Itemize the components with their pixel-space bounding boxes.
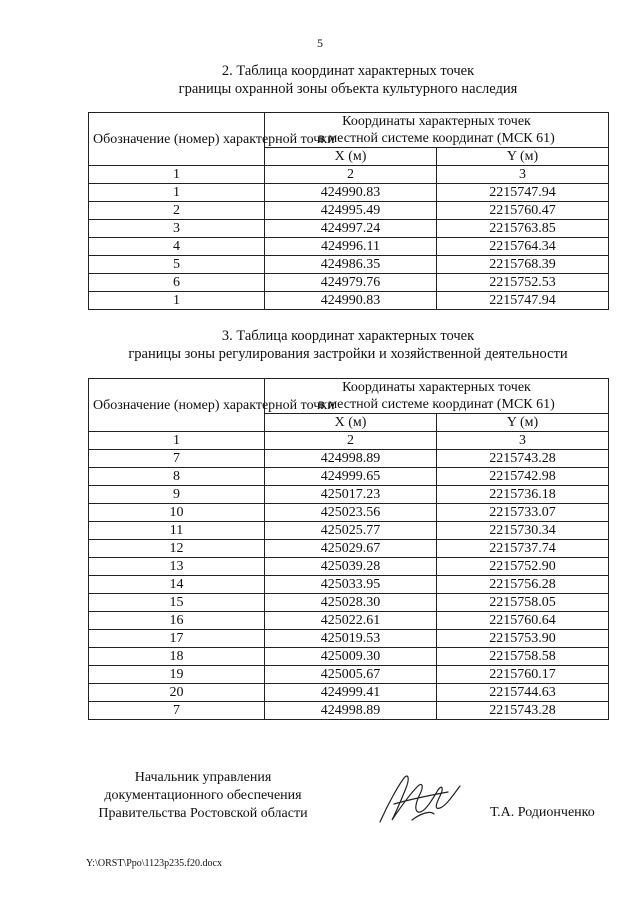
table1-y-coordinate: 2215764.34 xyxy=(437,238,609,256)
table2-y-coordinate: 2215753.90 xyxy=(437,630,609,648)
table2-row xyxy=(89,702,609,720)
table2-y-coordinate: 2215758.58 xyxy=(437,648,609,666)
signatory-position-line1: Начальник управления xyxy=(134,770,272,785)
table2-index-cell: 3 xyxy=(437,432,609,450)
table1-index-cell: 3 xyxy=(437,166,609,184)
table2-title-line1: 3. Таблица координат характерных точек xyxy=(221,328,475,344)
table2-y-coordinate: 2215730.34 xyxy=(437,522,609,540)
table1-index-cell: 1 xyxy=(89,166,265,184)
table2-y-coordinate: 2215736.18 xyxy=(437,486,609,504)
table2-row xyxy=(89,540,609,558)
table2-x-coordinate: 424999.65 xyxy=(265,468,437,486)
table2-title-line2: границы зоны регулирования застройки и хозяйственной деятельности xyxy=(128,346,568,362)
signatory-position-line2: документационного обеспечения xyxy=(104,788,302,803)
table2-index-cell: 1 xyxy=(89,432,265,450)
table2-x-coordinate: 425025.77 xyxy=(265,522,437,540)
table1-y-coordinate: 2215763.85 xyxy=(437,220,609,238)
table1-x-coordinate: 424990.83 xyxy=(265,292,437,310)
table2-point-number: 11 xyxy=(89,522,265,540)
table2-row xyxy=(89,648,609,666)
table2-y-coordinate: 2215733.07 xyxy=(437,504,609,522)
table2-row xyxy=(89,504,609,522)
table2-header-point: Обозначение (номер) характерной точки xyxy=(89,379,265,432)
table2-x-coordinate: 424999.41 xyxy=(265,684,437,702)
table2-point-number: 17 xyxy=(89,630,265,648)
table1-header-x: X (м) xyxy=(265,148,437,166)
table1-x-coordinate: 424996.11 xyxy=(265,238,437,256)
table2-x-coordinate: 425033.95 xyxy=(265,576,437,594)
table2-point-number: 13 xyxy=(89,558,265,576)
table1-y-coordinate: 2215747.94 xyxy=(437,292,609,310)
handwritten-signature xyxy=(374,764,464,834)
table2-x-coordinate: 425022.61 xyxy=(265,612,437,630)
table1-point-number: 2 xyxy=(89,202,265,220)
table1-x-coordinate: 424995.49 xyxy=(265,202,437,220)
table2-header-x: X (м) xyxy=(265,414,437,432)
table2-point-number: 7 xyxy=(89,702,265,720)
table1-x-coordinate: 424986.35 xyxy=(265,256,437,274)
table2-y-coordinate: 2215743.28 xyxy=(437,450,609,468)
table2-x-coordinate: 425028.30 xyxy=(265,594,437,612)
file-path: Y:\ORST\Ppo\1123p235.f20.docx xyxy=(86,858,222,869)
table2-point-number: 7 xyxy=(89,450,265,468)
table1-point-number: 6 xyxy=(89,274,265,292)
table2-y-coordinate: 2215743.28 xyxy=(437,702,609,720)
table2-title xyxy=(80,327,616,363)
table2-x-coordinate: 425005.67 xyxy=(265,666,437,684)
table1-point-number: 1 xyxy=(89,292,265,310)
table1-row xyxy=(89,238,609,256)
table2-index-cell: 2 xyxy=(265,432,437,450)
table1-point-number: 5 xyxy=(89,256,265,274)
table2-y-coordinate: 2215760.17 xyxy=(437,666,609,684)
table2-x-coordinate: 425029.67 xyxy=(265,540,437,558)
table2-point-number: 15 xyxy=(89,594,265,612)
table1-point-number: 1 xyxy=(89,184,265,202)
table1-row xyxy=(89,274,609,292)
table1-header-coords-line2: в местной системе координат (МСК 61) xyxy=(318,131,555,146)
table1-x-coordinate: 424979.76 xyxy=(265,274,437,292)
table1-index-cell: 2 xyxy=(265,166,437,184)
table2-point-number: 9 xyxy=(89,486,265,504)
table1-y-coordinate: 2215747.94 xyxy=(437,184,609,202)
table1-title xyxy=(88,62,608,98)
table2-point-number: 18 xyxy=(89,648,265,666)
table1-title-line1: 2. Таблица координат характерных точек xyxy=(221,63,475,79)
table1-x-coordinate: 424997.24 xyxy=(265,220,437,238)
signatory-position xyxy=(78,769,328,823)
page-number: 5 xyxy=(317,36,323,50)
table1-point-number: 4 xyxy=(89,238,265,256)
table2-coordinates xyxy=(88,378,609,720)
table2-header-coords-line2: в местной системе координат (МСК 61) xyxy=(318,397,555,412)
table2-point-number: 16 xyxy=(89,612,265,630)
table2-row xyxy=(89,450,609,468)
table1-row xyxy=(89,184,609,202)
table2-y-coordinate: 2215752.90 xyxy=(437,558,609,576)
table2-x-coordinate: 425019.53 xyxy=(265,630,437,648)
table2-y-coordinate: 2215742.98 xyxy=(437,468,609,486)
table1-header-y: Y (м) xyxy=(437,148,609,166)
table2-y-coordinate: 2215760.64 xyxy=(437,612,609,630)
table1-row xyxy=(89,292,609,310)
table1-y-coordinate: 2215760.47 xyxy=(437,202,609,220)
table2-row xyxy=(89,522,609,540)
table2-row xyxy=(89,468,609,486)
table2-row xyxy=(89,576,609,594)
table2-row xyxy=(89,630,609,648)
table1-y-coordinate: 2215752.53 xyxy=(437,274,609,292)
table2-x-coordinate: 425023.56 xyxy=(265,504,437,522)
table1-body xyxy=(89,166,609,310)
table2-row xyxy=(89,486,609,504)
table2-header-y: Y (м) xyxy=(437,414,609,432)
table2-row xyxy=(89,594,609,612)
table2-row xyxy=(89,666,609,684)
table2-point-number: 12 xyxy=(89,540,265,558)
table2-point-number: 14 xyxy=(89,576,265,594)
table1-title-line2: границы охранной зоны объекта культурного наследия xyxy=(178,81,518,97)
table2-x-coordinate: 425017.23 xyxy=(265,486,437,504)
table1-point-number: 3 xyxy=(89,220,265,238)
table2-y-coordinate: 2215758.05 xyxy=(437,594,609,612)
table2-y-coordinate: 2215744.63 xyxy=(437,684,609,702)
table2-row xyxy=(89,612,609,630)
table1-row xyxy=(89,202,609,220)
signatory-position-line3: Правительства Ростовской области xyxy=(98,806,308,821)
table1-header-coords-line1: Координаты характерных точек xyxy=(342,114,531,129)
table2-header-coords-line1: Координаты характерных точек xyxy=(342,380,531,395)
table2-point-number: 10 xyxy=(89,504,265,522)
table2-row xyxy=(89,558,609,576)
table2-index-row xyxy=(89,432,609,450)
table2-x-coordinate: 425039.28 xyxy=(265,558,437,576)
table2-x-coordinate: 425009.30 xyxy=(265,648,437,666)
table2-body xyxy=(89,432,609,720)
table2-x-coordinate: 424998.89 xyxy=(265,450,437,468)
table2-point-number: 8 xyxy=(89,468,265,486)
table2-x-coordinate: 424998.89 xyxy=(265,702,437,720)
table2-point-number: 20 xyxy=(89,684,265,702)
table1-coordinates xyxy=(88,112,609,310)
table1-y-coordinate: 2215768.39 xyxy=(437,256,609,274)
table1-row xyxy=(89,220,609,238)
table1-index-row xyxy=(89,166,609,184)
table2-point-number: 19 xyxy=(89,666,265,684)
table2-y-coordinate: 2215737.74 xyxy=(437,540,609,558)
table2-y-coordinate: 2215756.28 xyxy=(437,576,609,594)
signatory-name: Т.А. Родионченко xyxy=(490,805,595,820)
table1-header-point: Обозначение (номер) характерной точки xyxy=(89,113,265,166)
table1-x-coordinate: 424990.83 xyxy=(265,184,437,202)
table1-row xyxy=(89,256,609,274)
table2-row xyxy=(89,684,609,702)
